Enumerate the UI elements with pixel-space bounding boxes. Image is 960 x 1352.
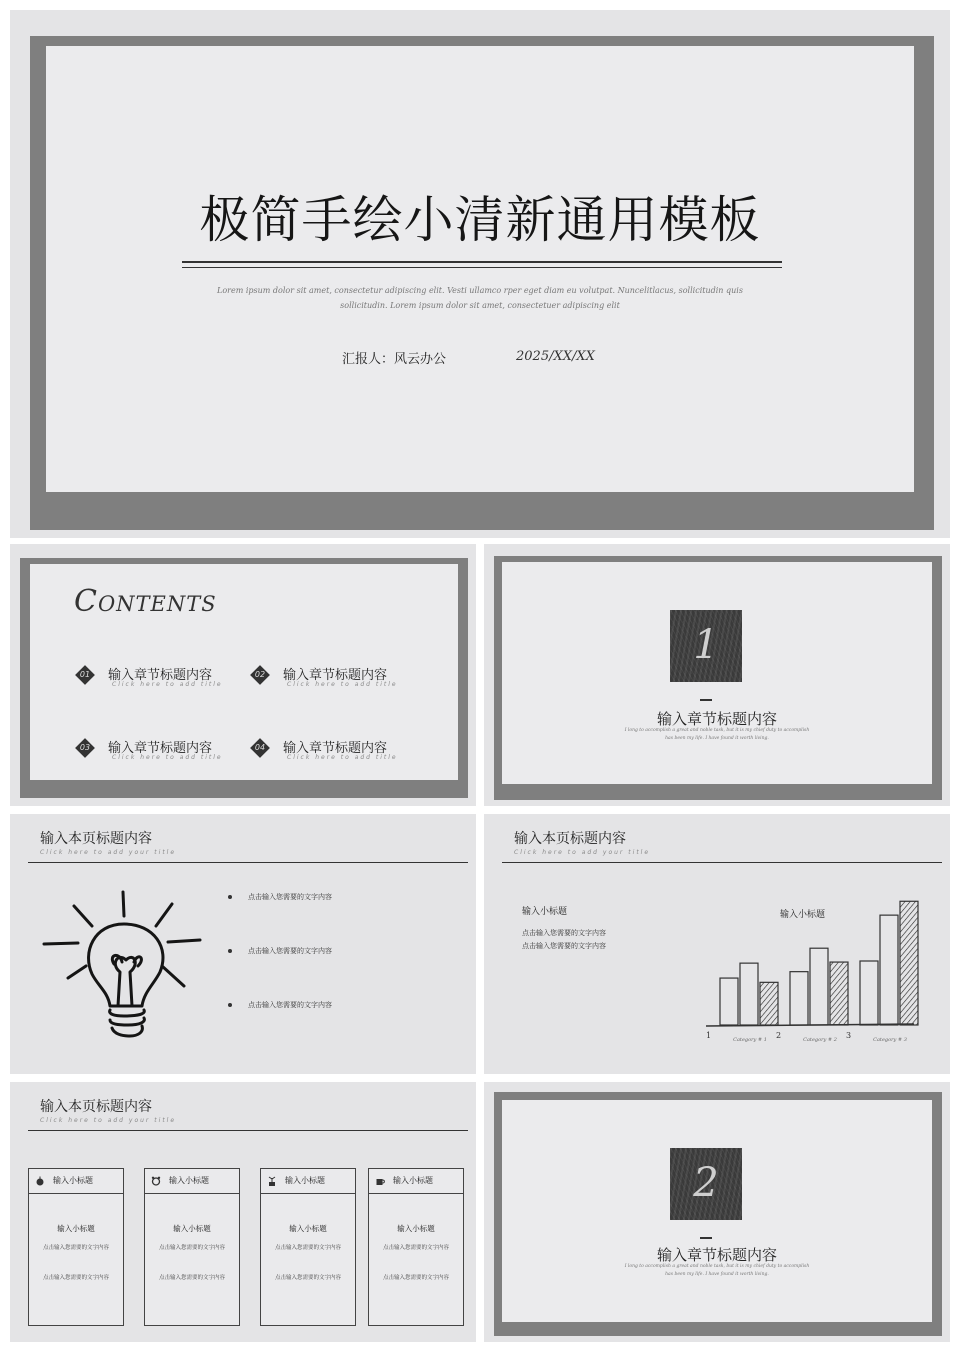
chart-bar-2-2 [810,948,828,1025]
slide-cards[interactable] [10,1082,476,1342]
card-3-line-2[interactable]: 点击输入您需要的文字内容 [274,1275,341,1281]
contents-item-2-num: 02 [254,670,266,679]
section1-dash [700,699,712,701]
bulb-text-3[interactable]: 点击输入您需要的文字内容 [248,1001,332,1009]
contents-item-3-title[interactable]: 输入章节标题内容 [108,741,213,756]
bulb-bullet-2 [228,949,232,953]
bulb-bullet-1 [228,895,232,899]
contents-heading: Contents [74,584,217,619]
chart-heading: 输入小标题 [780,910,826,920]
section2-dash [700,1237,712,1239]
cards-page-title: 输入本页标题内容 [40,1099,152,1115]
section2-number: 2 [693,1160,719,1206]
cover-title: 极简手绘小清新通用模板 [199,191,761,249]
chart-bar-3-1 [860,961,878,1025]
card-2-title: 输入小标题 [169,1176,209,1185]
cover-date: 2025/XX/XX [516,349,595,364]
cover-rule-top [182,261,782,263]
bulb-page-subtitle: Click here to add your title [40,849,177,856]
chart-bar-1-1 [720,978,738,1025]
cover-paper [46,46,914,492]
contents-item-4-title[interactable]: 输入章节标题内容 [283,741,388,756]
contents-item-4-sub: Click here to add title [287,754,398,761]
chart-category-label-1: Category # 1 [733,1037,767,1043]
alarm-clock-icon [151,1176,161,1186]
chart-title-rule [502,862,942,863]
card-4-line-1[interactable]: 点击输入您需要的文字内容 [382,1245,449,1251]
slide-section-2[interactable] [484,1082,950,1342]
card-2-line-2[interactable]: 点击输入您需要的文字内容 [158,1275,225,1281]
chart-left-heading: 输入小标题 [522,907,568,917]
card-3-title: 输入小标题 [285,1176,325,1185]
section1-number-block [670,610,742,682]
chart-page-subtitle: Click here to add your title [514,849,651,856]
cover-lorem-line1: Lorem ipsum dolor sit amet, consectetur adipiscing elit. Vesti ullamco rper eget diam eu volutpat. Nuncelitlacus, sollicitudin quis [217,286,743,295]
contents-item-1-sub: Click here to add title [112,681,223,688]
card-1-subtitle: 输入小标题 [57,1224,95,1233]
info-card-2[interactable] [144,1168,240,1326]
section2-title: 输入章节标题内容 [656,1246,777,1264]
info-card-3[interactable] [260,1168,356,1326]
card-3-line-1[interactable]: 点击输入您需要的文字内容 [274,1245,341,1251]
section2-number-block [670,1148,742,1220]
card-1-header [29,1169,123,1194]
contents-item-3-num: 03 [79,743,91,752]
info-card-4[interactable] [368,1168,464,1326]
card-4-header [369,1169,463,1194]
slide-bulb[interactable] [10,814,476,1074]
cover-reporter: 汇报人：风云办公 [342,352,447,367]
contents-item-1-num: 01 [79,670,91,679]
chart-bar-1-3 [760,982,778,1025]
plant-icon [267,1176,277,1186]
contents-item-2-title[interactable]: 输入章节标题内容 [283,668,388,683]
bulb-text-2[interactable]: 点击输入您需要的文字内容 [248,947,332,955]
card-1-line-1[interactable]: 点击输入您需要的文字内容 [42,1245,109,1251]
bulb-bullet-3 [228,1003,232,1007]
section2-desc2: has been my life. I have found it worth living. [665,1272,769,1277]
chart-bar-3-3 [900,901,918,1025]
card-2-line-1[interactable]: 点击输入您需要的文字内容 [158,1245,225,1251]
slide-section-1[interactable] [484,544,950,806]
card-2-header [145,1169,239,1194]
section1-number: 1 [693,622,719,668]
contents-item-3-sub: Click here to add title [112,754,223,761]
card-1-title: 输入小标题 [53,1176,93,1185]
cover-lorem-line2: sollicitudin. Lorem ipsum dolor sit amet, consectetuer adipiscing elit [340,301,620,310]
chart-category-label-3: Category # 3 [873,1037,907,1043]
chart-left-line-1[interactable]: 点击输入您需要的文字内容 [522,929,606,937]
chart-category-label-2: Category # 2 [803,1037,837,1043]
chart-bar-3-2 [880,915,898,1025]
bulb-title-rule [28,862,468,863]
chart-group-number-2: 2 [776,1031,782,1040]
lightbulb-icon [38,882,208,1052]
chart-left-line-2[interactable]: 点击输入您需要的文字内容 [522,942,606,950]
chart-group-number-3: 3 [846,1031,852,1040]
cover-rule-bottom [182,267,782,268]
slide-cover[interactable] [10,10,950,538]
contents-item-4-num: 04 [254,743,266,752]
section2-desc1: I long to accomplish a great and noble task, but it is my chief duty to accomplish [624,1264,810,1269]
bulb-text-1[interactable]: 点击输入您需要的文字内容 [248,893,332,901]
info-card-1[interactable] [28,1168,124,1326]
apple-icon [35,1176,45,1186]
chart-page-title: 输入本页标题内容 [514,831,626,847]
section1-desc2: has been my life. I have found it worth living. [665,736,769,741]
bulb-page-title: 输入本页标题内容 [40,831,152,847]
section1-title: 输入章节标题内容 [656,710,777,728]
chart-group-number-1: 1 [706,1031,712,1040]
card-4-subtitle: 输入小标题 [397,1224,435,1233]
bar-chart [700,884,936,1052]
card-3-header [261,1169,355,1194]
chart-bar-2-3 [830,962,848,1025]
cup-icon [375,1176,385,1186]
contents-item-1-title[interactable]: 输入章节标题内容 [108,668,213,683]
card-1-line-2[interactable]: 点击输入您需要的文字内容 [42,1275,109,1281]
chart-bar-1-2 [740,963,758,1025]
card-3-subtitle: 输入小标题 [289,1224,327,1233]
chart-bar-2-1 [790,972,808,1025]
slide-contents[interactable] [10,544,476,806]
slide-chart[interactable] [484,814,950,1074]
section1-desc1: I long to accomplish a great and noble task, but it is my chief duty to accomplish [624,728,810,733]
card-4-line-2[interactable]: 点击输入您需要的文字内容 [382,1275,449,1281]
cards-title-rule [28,1130,468,1131]
card-2-subtitle: 输入小标题 [173,1224,211,1233]
card-4-title: 输入小标题 [393,1176,433,1185]
contents-item-2-sub: Click here to add title [287,681,398,688]
cards-page-subtitle: Click here to add your title [40,1117,177,1124]
